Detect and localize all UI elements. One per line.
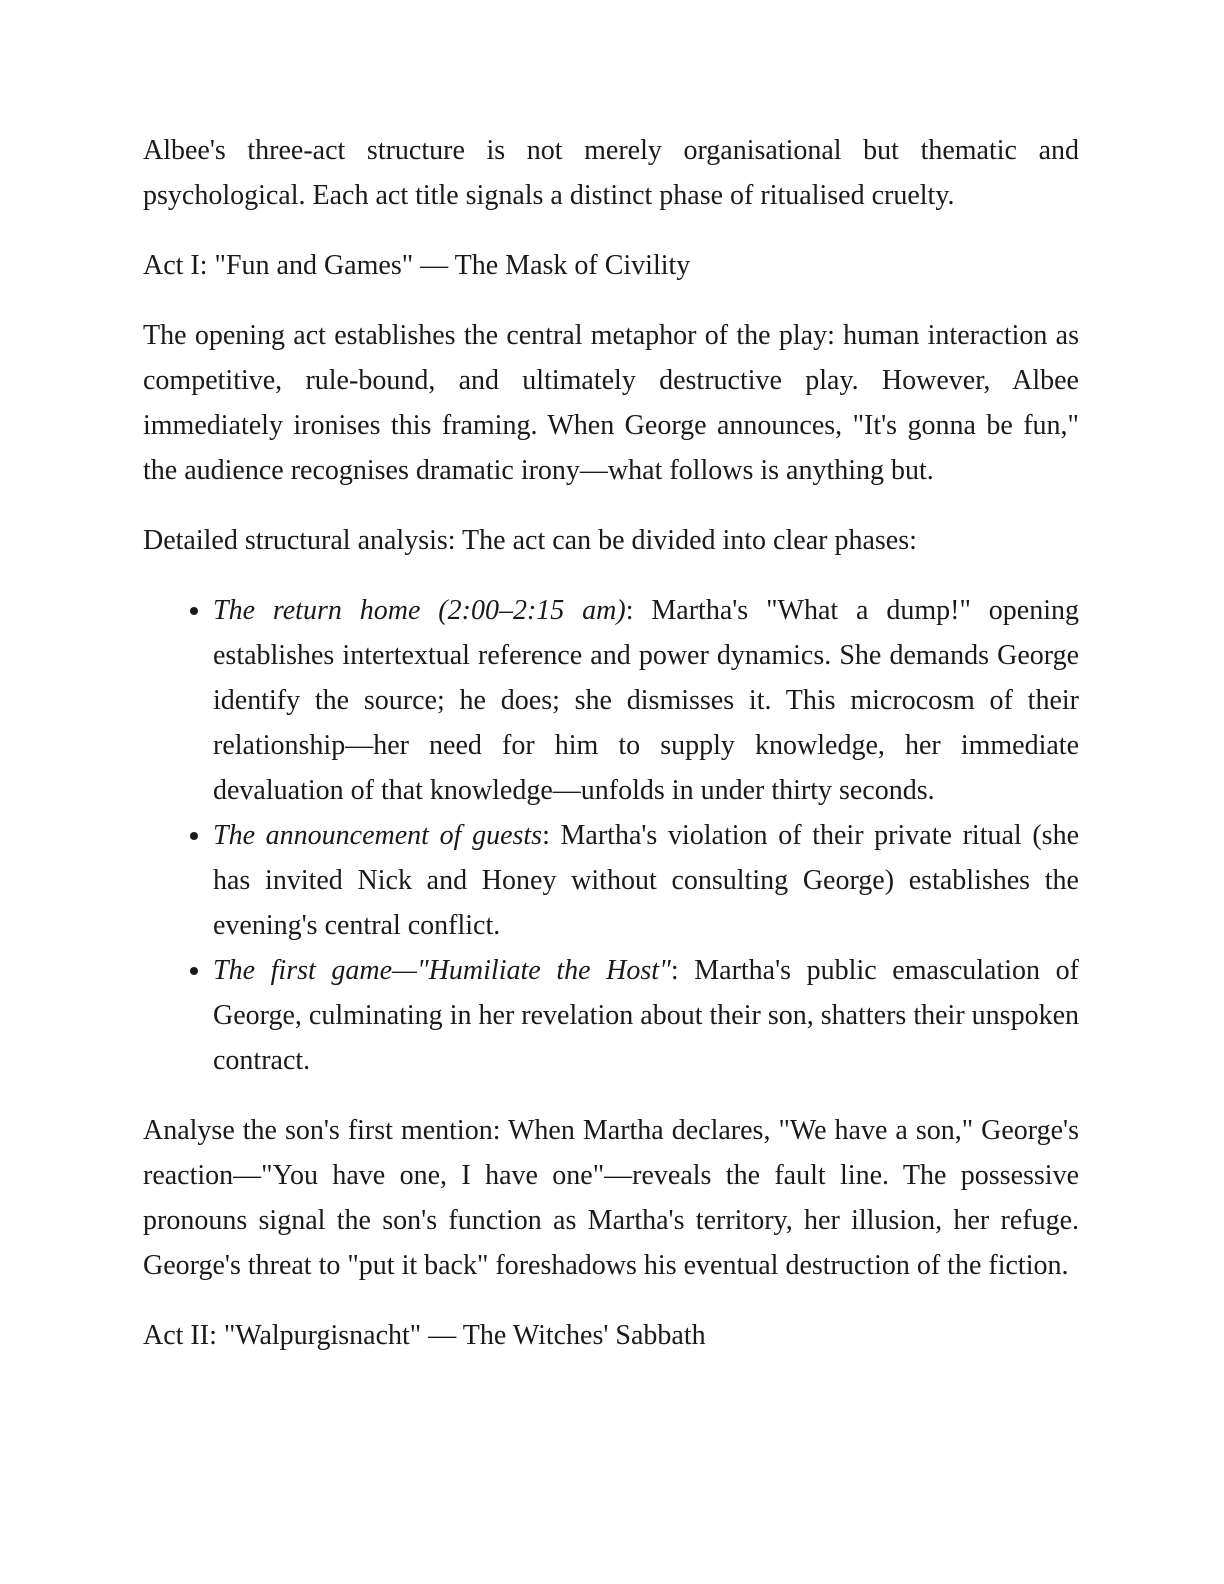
- paragraph-opening-act: [143, 313, 1079, 493]
- paragraph-structural-analysis-text: Detailed structural analysis: The act can be divided into clear phases:: [143, 525, 917, 556]
- paragraph-sons-first-mention-text: Analyse the son's first mention: When Martha declares, "We have a son," George's reaction—"You have one, I have one"—reveals the fault line. The possessive pronouns signal the son's function as Martha's territory, her illusion, her refuge. George's threat to "put it back" foreshadows his eventual destruction of the fiction.: [143, 1115, 1079, 1281]
- list-item-first-game-lead: The first game—"Humiliate the Host": [213, 955, 671, 986]
- heading-act-1-text: Act I: "Fun and Games" — The Mask of Civility: [143, 250, 691, 281]
- list-item-announcement-of-guests-lead: The announcement of guests: [213, 820, 543, 851]
- heading-act-2: [143, 1313, 1079, 1358]
- list-item-return-home-body: : Martha's "What a dump!" opening establishes intertextual reference and power dynamics. She demands George identify the source; he does; she dismisses it. This microcosm of their relationship—her need for him to supply knowledge, her immediate devaluation of that knowledge—unfolds in under thirty seconds.: [213, 595, 1079, 806]
- list-item-return-home: [213, 588, 1079, 813]
- paragraph-structural-analysis: [143, 518, 1079, 563]
- document-content: [143, 128, 1079, 1383]
- list-item-announcement-of-guests-body: : Martha's violation of their private ritual (she has invited Nick and Honey without consulting George) establishes the evening's central conflict.: [213, 820, 1080, 941]
- list-item-announcement-of-guests: [213, 813, 1079, 948]
- paragraph-intro: [143, 128, 1079, 218]
- paragraph-intro-text: Albee's three-act structure is not merely organisational but thematic and psychological. Each act title signals a distinct phase of ritualised cruelty.: [143, 135, 1079, 211]
- heading-act-2-text: Act II: "Walpurgisnacht" — The Witches' Sabbath: [143, 1320, 706, 1351]
- list-item-return-home-lead: The return home (2:00–2:15 am): [213, 595, 626, 626]
- heading-act-1: [143, 243, 1079, 288]
- paragraph-sons-first-mention: [143, 1108, 1079, 1288]
- bullet-list: [143, 588, 1079, 1083]
- list-item-first-game-body: : Martha's public emasculation of George, culminating in her revelation about their son, shatters their unspoken contract.: [213, 955, 1079, 1076]
- list-item-first-game: [213, 948, 1079, 1083]
- paragraph-opening-act-text: The opening act establishes the central metaphor of the play: human interaction as competitive, rule-bound, and ultimately destructive play. However, Albee immediately ironises this framing. When George announces, "It's gonna be fun," the audience recognises dramatic irony—what follows is anything but.: [143, 320, 1079, 486]
